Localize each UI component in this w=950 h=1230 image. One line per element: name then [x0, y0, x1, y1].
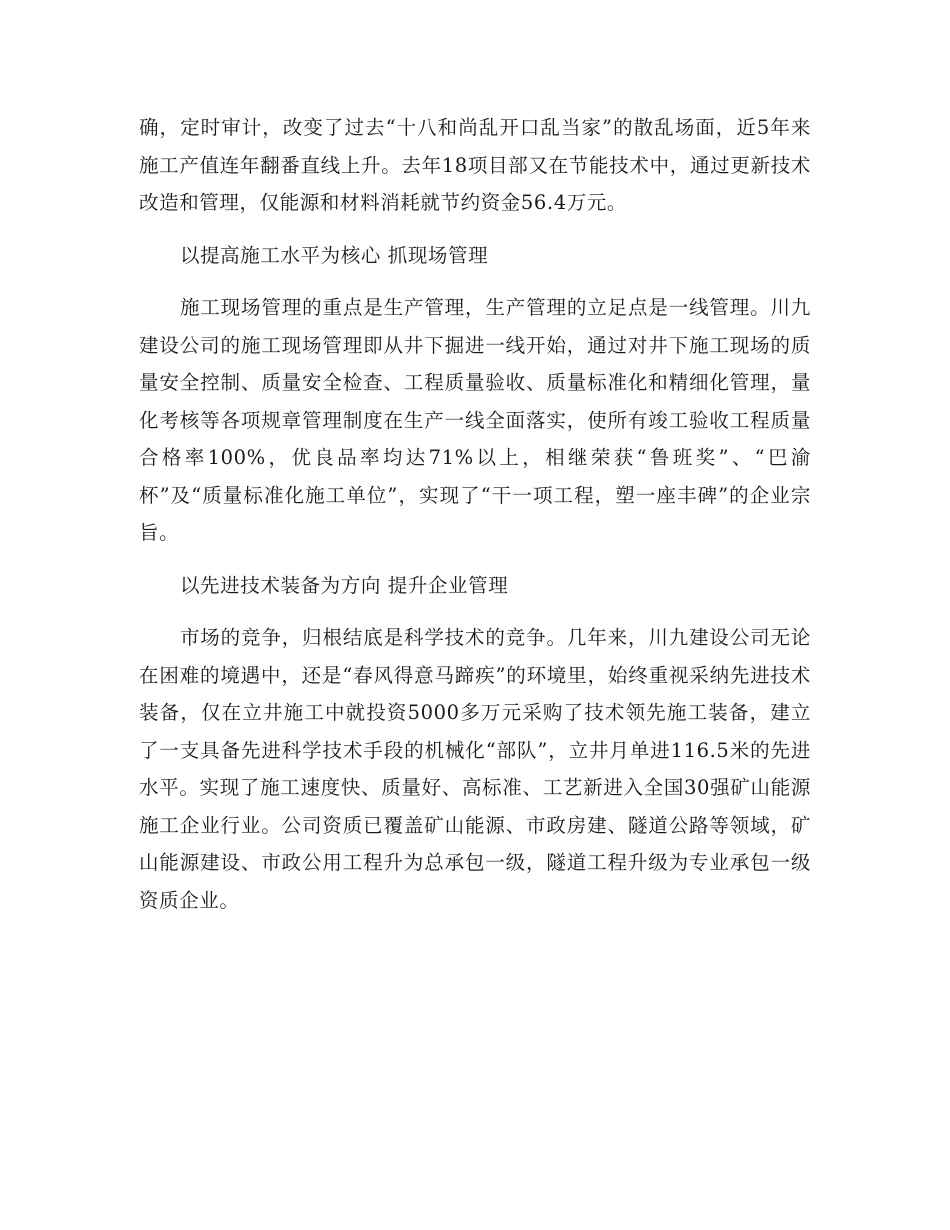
document-body	[139, 109, 811, 934]
paragraph-1: 确，定时审计，改变了过去“十八和尚乱开口乱当家”的散乱场面，近5年来施工产值连年翻番直线上升。去年18项目部又在节能技术中，通过更新技术改造和管理，仅能源和材料消耗就节约资金56.4万元。	[139, 116, 811, 214]
paragraph-3: 市场的竞争，归根结底是科学技术的竞争。几年来，川九建设公司无论在困难的境遇中，还是“春风得意马蹄疾”的环境里，始终重视采纳先进技术装备，仅在立井施工中就投资5000多万元采购了技术领先施工装备，建立了一支具备先进科学技术手段的机械化“部队”，立井月单进116.5米的先进水平。实现了施工速度快、质量好、高标准、工艺新进入全国30强矿山能源施工企业行业。公司资质已覆盖矿山能源、市政房建、隧道公路等领域，矿山能源建设、市政公用工程升为总承包一级，隧道工程升级为专业承包一级资质企业。	[139, 626, 811, 912]
section-heading-2: 以先进技术装备为方向 提升企业管理	[179, 573, 509, 597]
section-heading-1: 以提高施工水平为核心 抓现场管理	[179, 243, 489, 267]
paragraph-2: 施工现场管理的重点是生产管理，生产管理的立足点是一线管理。川九建设公司的施工现场管理即从井下掘进一线开始，通过对井下施工现场的质量安全控制、质量安全检查、工程质量验收、质量标准化和精细化管理，量化考核等各项规章管理制度在生产一线全面落实，使所有竣工验收工程质量合格率100%，优良品率均达71%以上，相继荣获“鲁班奖”、“巴渝杯”及“质量标准化施工单位”，实现了“干一项工程，塑一座丰碑”的企业宗旨。	[139, 296, 811, 544]
